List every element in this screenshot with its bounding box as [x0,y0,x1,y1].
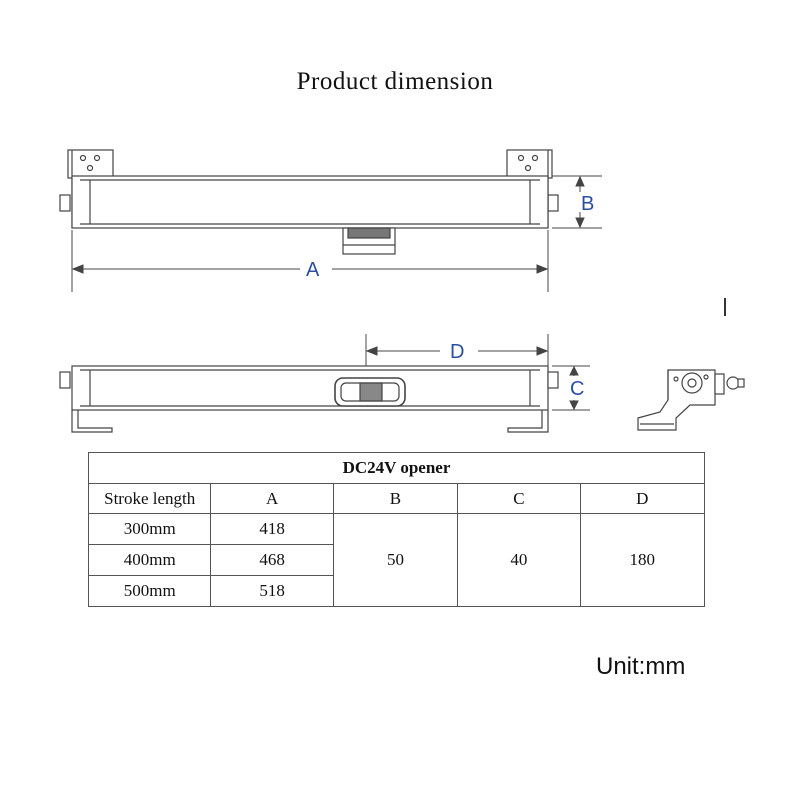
header-b: B [333,484,457,514]
table-row [89,514,705,545]
header-a: A [211,484,333,514]
unit-label: Unit:mm [596,653,686,680]
actuator-body-side [72,366,548,410]
dimension-label-d: D [450,341,465,363]
d-cell: 180 [580,514,704,607]
stroke-cell: 500mm [89,576,211,607]
header-d: D [580,484,704,514]
stroke-cell: 300mm [89,514,211,545]
c-cell: 40 [458,514,580,607]
header-c: C [458,484,580,514]
actuator-body-top [72,176,548,228]
right-foot [508,410,548,432]
chain-outlet [343,228,395,254]
table-header-row [89,484,705,514]
a-cell: 518 [211,576,333,607]
dimension-label-a: A [306,259,320,281]
header-stroke-length: Stroke length [89,484,211,514]
dimension-label-b: B [581,193,595,215]
side-view [60,334,590,432]
a-cell: 468 [211,545,333,576]
dimension-table [88,452,705,607]
dimension-b-line [552,176,602,228]
a-cell: 418 [211,514,333,545]
page-title: Product dimension [296,68,494,95]
edge-mark [724,298,726,316]
chain-window [335,378,405,406]
stroke-cell: 400mm [89,545,211,576]
table-caption: DC24V opener [89,453,705,484]
left-foot [72,410,112,432]
dimension-label-c: C [570,378,585,400]
b-cell: 50 [333,514,457,607]
end-view [638,370,744,430]
top-view [60,150,602,292]
